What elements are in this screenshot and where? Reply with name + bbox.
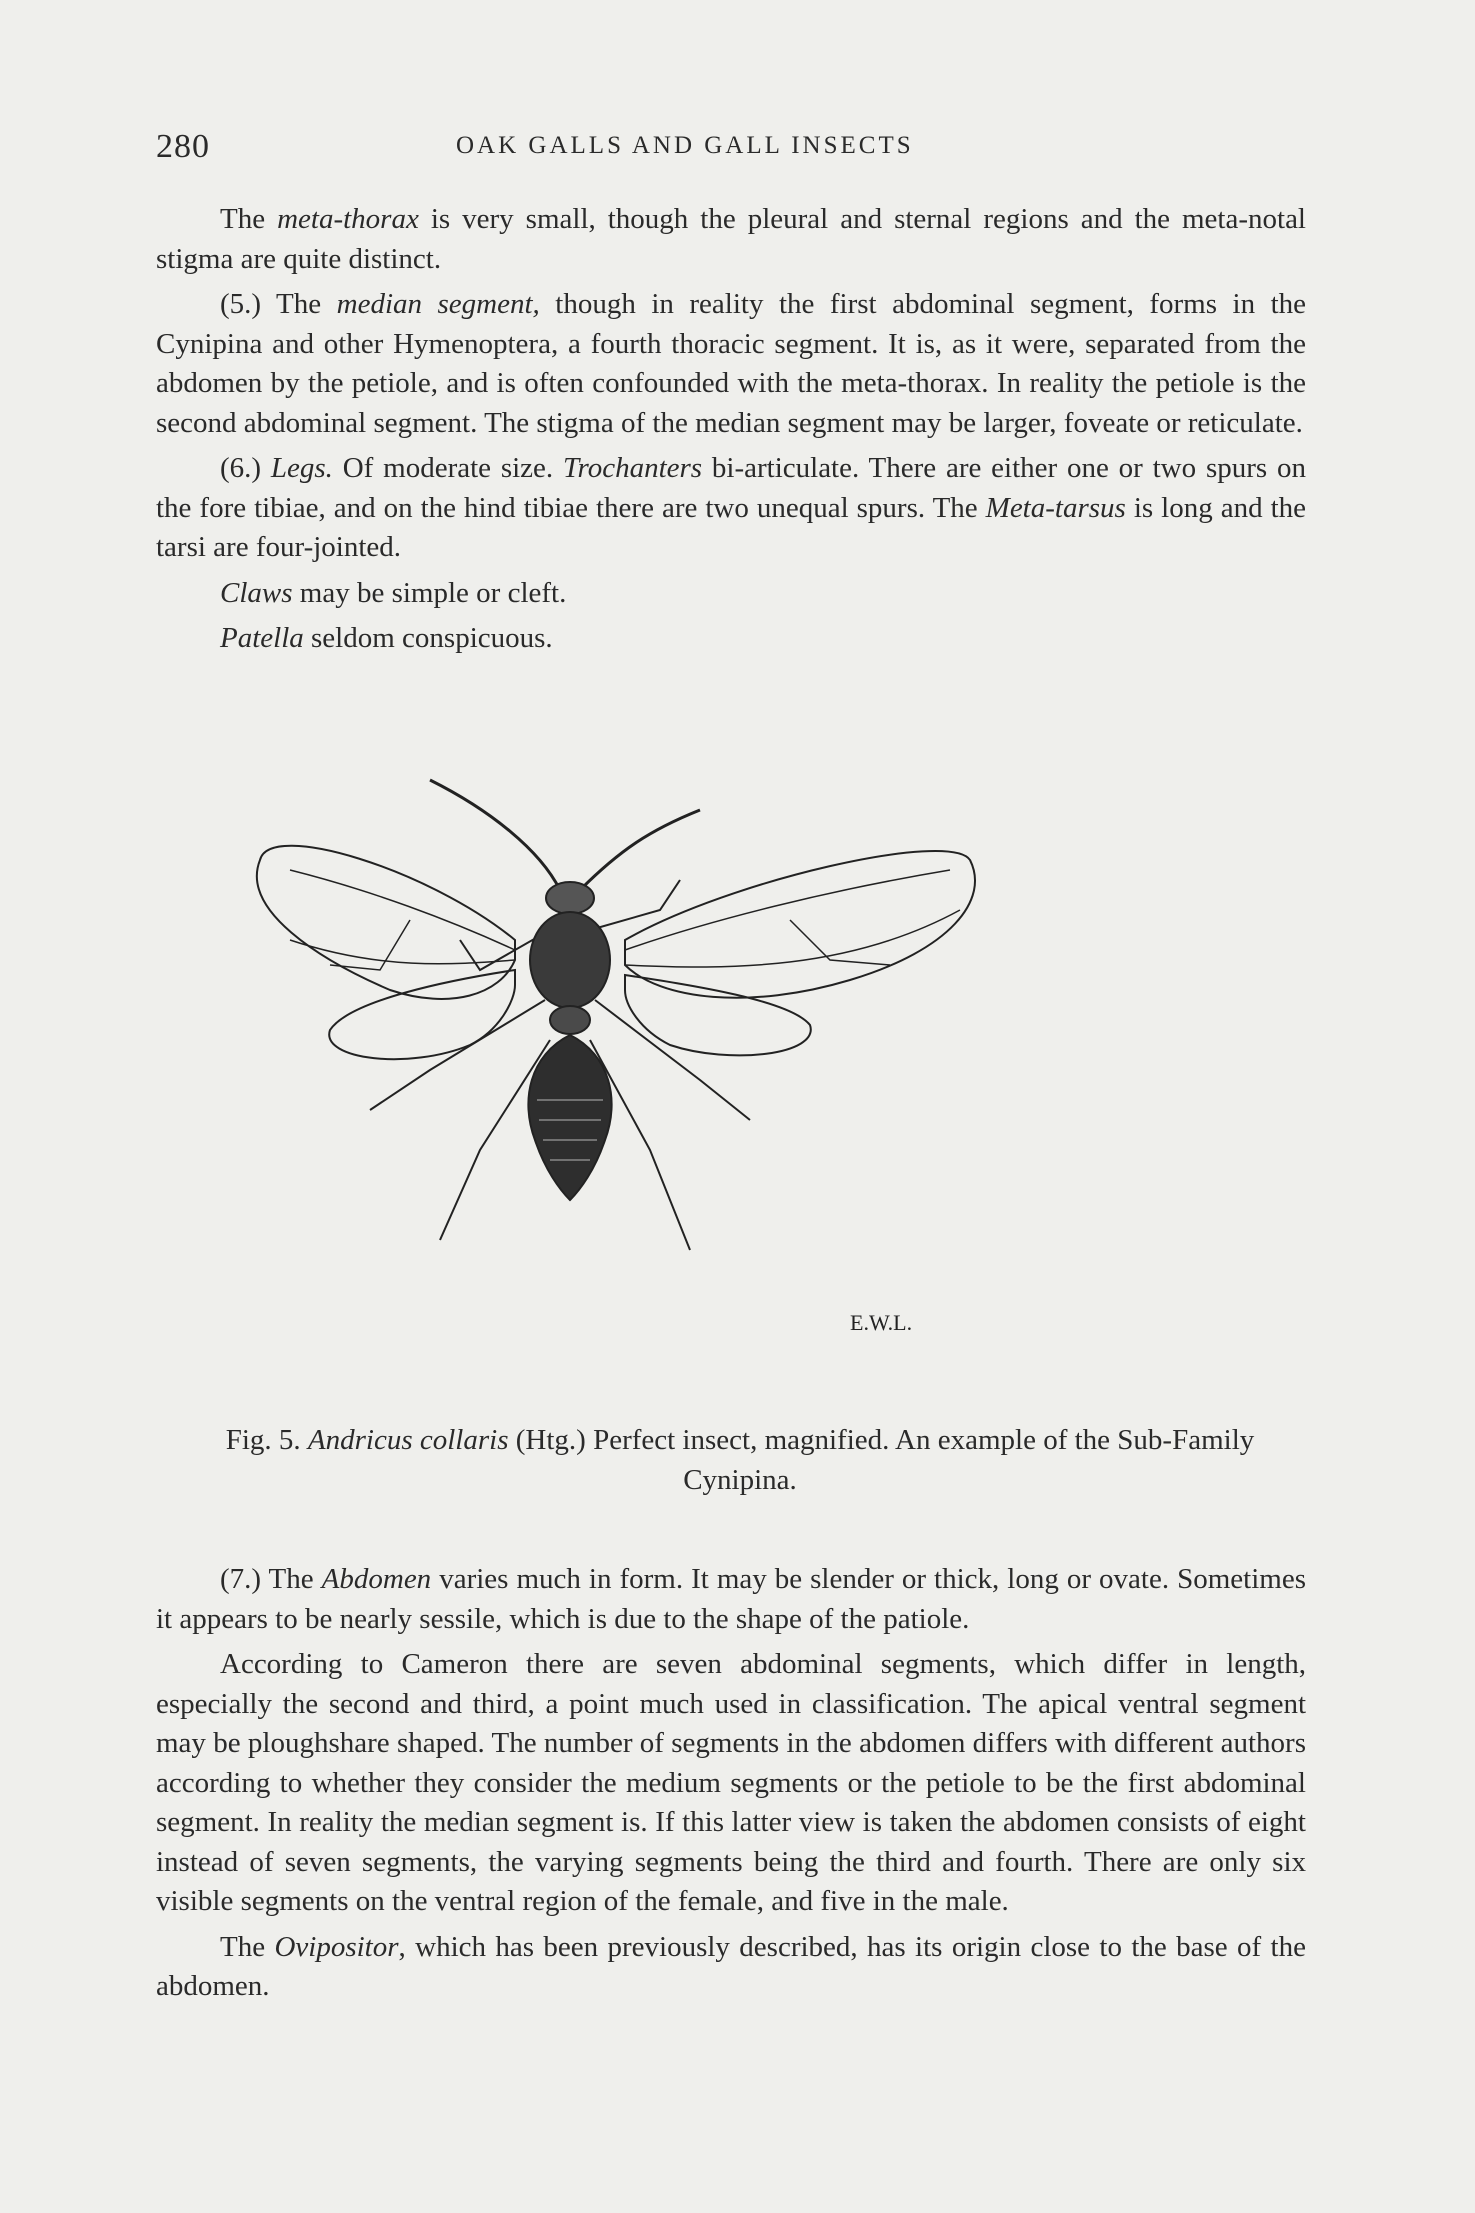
figure-caption bbox=[190, 1420, 1290, 1500]
left-hindwing bbox=[329, 970, 515, 1059]
median-segment bbox=[550, 1006, 590, 1034]
text-block-lower bbox=[156, 1560, 1306, 2007]
paragraph-ovipositor: The Ovipositor, which has been previously described, has its origin close to the base of the abdomen. bbox=[156, 1930, 1306, 2002]
wasp-drawing bbox=[230, 770, 1210, 1410]
term-median-segment: median segment, bbox=[336, 288, 540, 320]
caption-species: Andricus collaris bbox=[307, 1424, 509, 1456]
term-claws: Claws bbox=[220, 576, 293, 609]
text-block-upper bbox=[156, 200, 1306, 659]
left-middle-leg bbox=[370, 1000, 545, 1110]
term-trochanters: Trochanters bbox=[562, 452, 703, 484]
page-header bbox=[156, 128, 1306, 168]
head bbox=[546, 882, 594, 914]
paragraph-meta-thorax: The meta-thorax is very small, though the pleural and sternal regions and the meta-notal stigma are quite distinct. bbox=[156, 203, 1306, 275]
paragraph-abdomen: (7.) The Abdomen varies much in form. It may be slender or thick, long or ovate. Sometimes it appears to be nearly sessile, which is due to the shape of the patiole. bbox=[156, 1563, 1306, 1635]
figure-insect-illustration bbox=[230, 770, 1210, 1410]
abdomen bbox=[528, 1035, 611, 1200]
left-hind-leg bbox=[440, 1040, 550, 1240]
running-head: OAK GALLS AND GALL INSECTS bbox=[456, 132, 914, 159]
caption-text: (Htg.) Perfect insect, magnified. An example of the Sub-Family Cynipina. bbox=[508, 1424, 1255, 1496]
paragraph-claws: Claws may be simple or cleft. bbox=[220, 576, 567, 609]
term-patella: Patella bbox=[220, 622, 304, 654]
illustrator-signature: E.W.L. bbox=[850, 1310, 913, 1335]
thorax bbox=[530, 912, 610, 1008]
term-meta-thorax: meta-thorax bbox=[277, 203, 419, 235]
paragraph-patella: Patella seldom conspicuous. bbox=[220, 622, 553, 654]
right-front-leg bbox=[590, 880, 680, 930]
paragraph-cameron: According to Cameron there are seven abdominal segments, which differ in length, especially the second and third, a point much used in classification. The apical ventral segment may be ploughshare shaped. The number of segments in the abdomen differs with different authors according to whether they consider the medium segments or the petiole to be the first abdominal segment. In reality the median segment is. If this latter view is taken the abdomen consists of eight instead of seven segments, the varying segments being the third and fourth. There are only six visible segments on the ventral region of the female, and five in the male. bbox=[156, 1648, 1306, 1917]
left-antenna bbox=[430, 780, 560, 890]
right-forewing bbox=[625, 851, 975, 998]
term-legs: Legs. bbox=[270, 452, 333, 484]
right-antenna bbox=[580, 810, 700, 890]
term-ovipositor: Ovipositor bbox=[274, 1930, 399, 1963]
right-middle-leg bbox=[595, 1000, 750, 1120]
figure-label: Fig. 5. bbox=[225, 1424, 301, 1456]
page-number: 280 bbox=[156, 128, 210, 165]
term-abdomen: Abdomen bbox=[321, 1563, 432, 1595]
term-meta-tarsus: Meta-tarsus bbox=[985, 491, 1126, 524]
paragraph-legs: (6.) Legs. Of moderate size. Trochanters bi-articulate. There are either one or two spurs on the fore tibiae, and on the hind tibiae there are two unequal spurs. The Meta-tarsus is long and the tarsi are four-jointed. bbox=[156, 452, 1307, 563]
paragraph-median-segment: (5.) The median segment, though in reality the first abdominal segment, forms in the Cynipina and other Hymenoptera, a fourth thoracic segment. It is, as it were, separated from the abdomen by the petiole, and is often confounded with the meta-thorax. In reality the petiole is the second abdominal segment. The stigma of the median segment may be larger, foveate or reticulate. bbox=[156, 288, 1307, 439]
